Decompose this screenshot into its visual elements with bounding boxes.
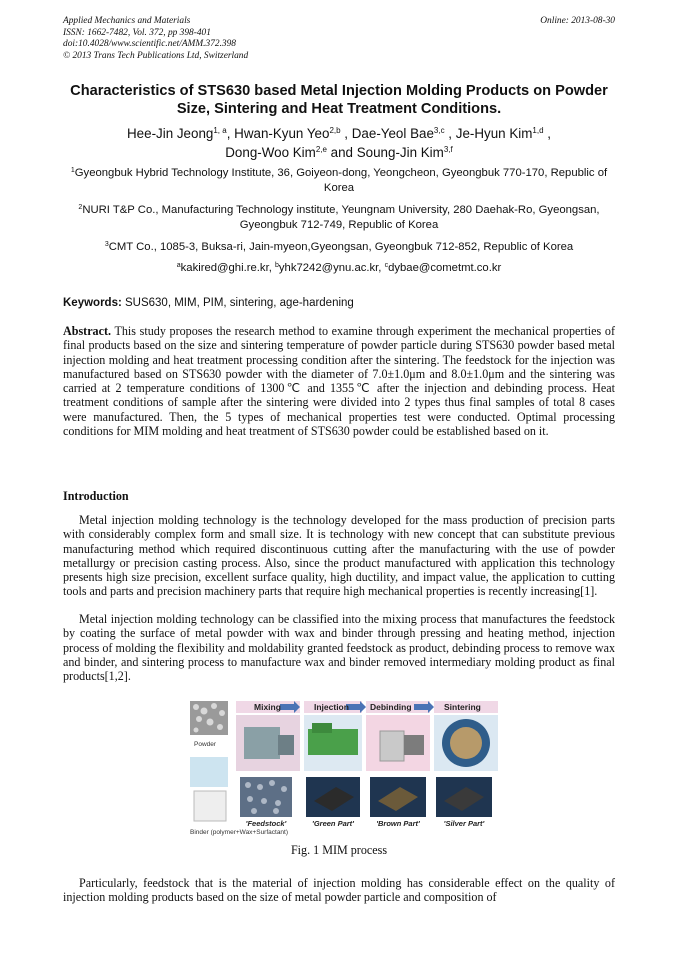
furnace-door-icon: [450, 727, 482, 759]
paragraph-text: Metal injection molding technology is the technology developed for the mass production of precision parts with considerably complex form and small size. It is technology with new concept that can substitute previous manufacturing method which required discontinuous cutting after the manufacturing with the use of powder metallurgy or precision casting process. Also, since the product manufactured with application this technology presents high size precision, excellent surface quality, high ductility, and impact value, the application to cutting tools and parts and precision machinery parts that require high mechanical properties is recently increasing[1].: [63, 513, 615, 599]
binder-photo-top: [190, 757, 228, 787]
intro-paragraph-2: [63, 612, 615, 683]
paragraph-text: Metal injection molding technology can be classified into the mixing process that manufactures the feedstock by coating the surface of metal powder with wax and binder through pressing and heating method, injection process of molding the flexibility and moldability granted feedstock as product, debinding process to remove wax and binder, and sintering process to manufacture wax and binder removed intermediary molding product as final products[1,2].: [63, 612, 615, 684]
mixer-machine-icon: [244, 727, 280, 759]
affiliation-3: [63, 240, 615, 255]
paragraph-text: Particularly, feedstock that is the material of injection molding has considerable effect on the quality of injection molding products based on the size of metal powder particle and composition of: [63, 876, 615, 905]
figure-caption: Fig. 1 MIM process: [290, 843, 388, 857]
author-sep: ,: [444, 126, 456, 141]
email-link[interactable]: yhk7242@ynu.ac.kr,: [278, 262, 385, 274]
affiliation-1: [63, 166, 615, 196]
stage-label-debinding: Debinding: [370, 702, 412, 712]
author-sup: 2,e: [315, 145, 327, 154]
affiliation-text: Gyeongbuk Hybrid Technology Institute, 36, Goiyeon-dong, Yeongcheon, Gyeongbuk 770-170, Republic of Korea: [74, 167, 608, 194]
section-heading-introduction: Introduction: [63, 489, 129, 503]
part-label-feedstock: 'Feedstock': [245, 819, 287, 828]
author-sup: 1,d: [532, 126, 544, 135]
keywords-label: Keywords:: [63, 297, 122, 309]
debinding-machine-icon: [380, 731, 404, 761]
journal-name: Applied Mechanics and Materials: [63, 16, 191, 26]
author-name: Dong-Woo Kim: [225, 145, 316, 160]
intro-paragraph-3: [63, 876, 615, 905]
email-sup: a: [176, 262, 181, 269]
email-link[interactable]: dybae@cometmt.co.kr: [388, 262, 502, 274]
email-line: [63, 261, 615, 276]
email-sup: c: [384, 262, 389, 269]
email-link[interactable]: kakired@ghi.re.kr,: [180, 262, 275, 274]
abstract-text: This study proposes the research method to examine through experiment the mechanical properties of final products based on the size and sintering temperature of powder particle during STS630 powder based metal injection molding and heat treatment processing condition after the sintering. The feedstock for the injection was manufactured based on STS630 powder with the diameter of 7.0±1.0μm and 8.0±1.0μm and the sintering was carried at 2 temperature conditions of 1300℃ and 1355℃ after the injection and debinding process. Heat treatment conditions of sample after the sintering were divided into 2 types thus final samples of total 8 cases were manufactured. Then, the 5 types of mechanical properties test were conducted. Optimal processing conditions for MIM molding and heat treatment of STS630 powder could be established based on it.: [63, 324, 615, 439]
author-list: [63, 124, 615, 162]
author-sup: 1, a: [213, 126, 227, 135]
paper-title: Characteristics of STS630 based Metal Injection Molding Products on Powder Size, Sintering and Heat Treatment Conditions.: [70, 83, 608, 117]
binder-label: Binder (polymer+Wax+Surfactant): [190, 829, 289, 836]
email-sup: b: [275, 262, 279, 269]
author-sep: and: [326, 145, 357, 160]
intro-paragraph-1: [63, 513, 615, 599]
binder-photo-bottom: [194, 791, 226, 821]
affiliation-text: NURI T&P Co., Manufacturing Technology institute, Yeungnam University, 280 Daehak-Ro, Gyeongsan, Gyeongbuk 712-749, Republic of Korea: [82, 204, 600, 231]
online-date: Online: 2013-08-30: [540, 16, 615, 26]
author-sep: ,: [543, 126, 551, 141]
powder-label: Powder: [194, 741, 217, 748]
author-sup: 3,c: [433, 126, 445, 135]
copyright: © 2013 Trans Tech Publications Ltd, Switzerland: [63, 50, 249, 61]
journal-header: [63, 16, 615, 62]
debinding-chamber-icon: [404, 735, 424, 755]
mim-process-figure: [190, 701, 500, 839]
author-sep: ,: [340, 126, 352, 141]
keywords: [63, 296, 615, 311]
author-sup: 3,f: [443, 145, 453, 154]
stage-label-sintering: Sintering: [444, 702, 481, 712]
keywords-text: SUS630, MIM, PIM, sintering, age-hardening: [121, 297, 354, 309]
author-sup: 2,b: [329, 126, 341, 135]
author-name: Hwan-Kyun Yeo: [234, 126, 330, 141]
part-label-green: 'Green Part': [312, 819, 354, 828]
affiliation-2: [63, 203, 615, 233]
injection-hopper-icon: [312, 723, 332, 733]
author-sep: ,: [226, 126, 235, 141]
author-name: Hee-Jin Jeong: [127, 126, 214, 141]
doi: doi:10.4028/www.scientific.net/AMM.372.398: [63, 39, 236, 50]
affiliation-text: CMT Co., 1085-3, Buksa-ri, Jain-myeon,Gyeongsan, Gyeongbuk 712-852, Republic of Korea: [108, 241, 574, 253]
affiliation-sup: 2: [78, 204, 83, 211]
part-label-silver: 'Silver Part': [443, 819, 485, 828]
abstract-label: Abstract.: [63, 324, 112, 338]
author-name: Dae-Yeol Bae: [351, 126, 434, 141]
author-name: Je-Hyun Kim: [455, 126, 533, 141]
part-label-brown: 'Brown Part': [376, 819, 420, 828]
affiliation-sup: 1: [70, 167, 75, 174]
stage-label-mixing: Mixing: [254, 702, 281, 712]
abstract: [63, 324, 615, 438]
author-name: Soung-Jin Kim: [356, 145, 444, 160]
stage-label-injection: Injection: [314, 702, 349, 712]
affiliation-sup: 3: [104, 241, 109, 248]
mixer-motor-icon: [278, 735, 294, 755]
issn: ISSN: 1662-7482, Vol. 372, pp 398-401: [63, 27, 211, 38]
